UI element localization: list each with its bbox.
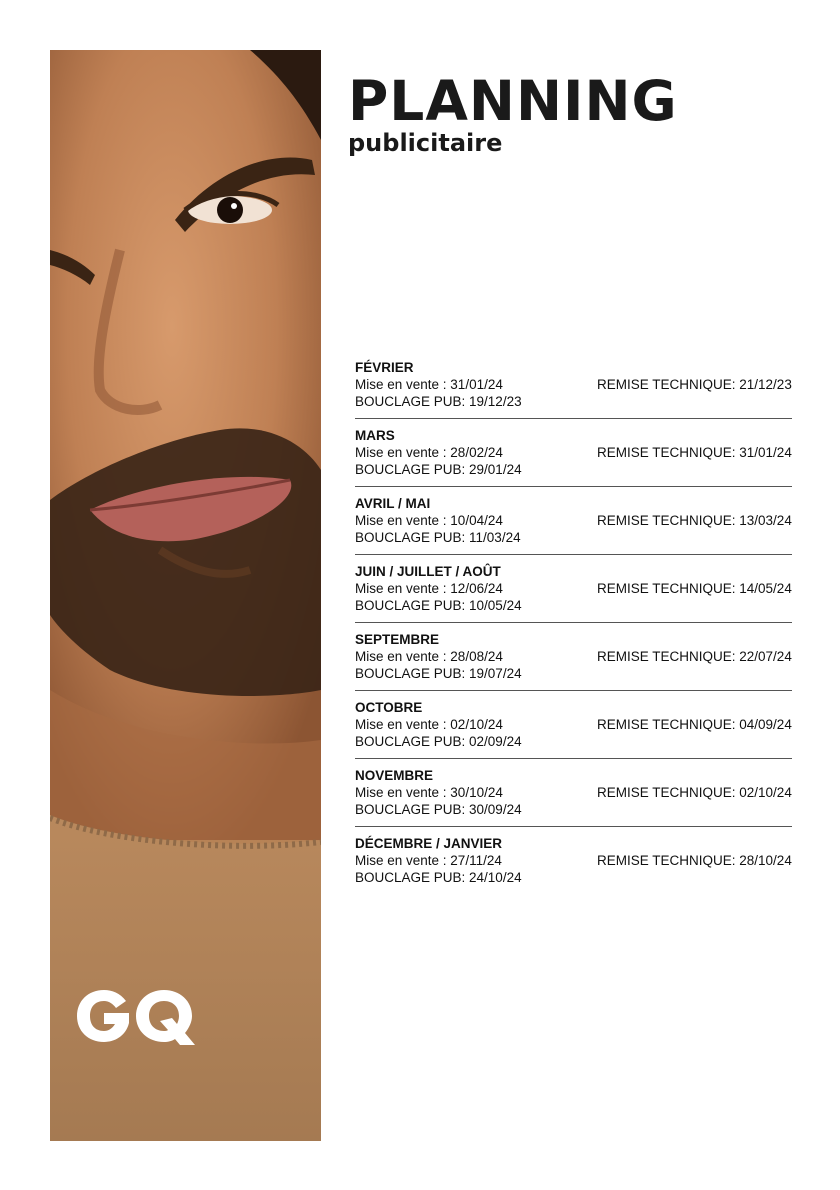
divider [355,758,792,759]
page-subtitle: publicitaire [348,129,503,157]
schedule-entry [355,495,803,563]
bouclage-pub: BOUCLAGE PUB: 19/07/24 [355,666,522,681]
bouclage-pub: BOUCLAGE PUB: 11/03/24 [355,530,521,545]
month-label: JUIN / JUILLET / AOÛT [355,564,501,579]
mise-en-vente: Mise en vente : 31/01/24 [355,377,503,392]
month-label: OCTOBRE [355,700,423,715]
bouclage-pub: BOUCLAGE PUB: 29/01/24 [355,462,522,477]
schedule-entry [355,427,803,495]
month-label: DÉCEMBRE / JANVIER [355,836,503,851]
bouclage-pub: BOUCLAGE PUB: 10/05/24 [355,598,522,613]
bouclage-pub: BOUCLAGE PUB: 02/09/24 [355,734,522,749]
bouclage-pub: BOUCLAGE PUB: 24/10/24 [355,870,522,885]
divider [355,486,792,487]
schedule-list [355,359,803,903]
schedule-entry [355,563,803,631]
mise-en-vente: Mise en vente : 28/02/24 [355,445,503,460]
month-label: FÉVRIER [355,360,414,375]
month-label: SEPTEMBRE [355,632,440,647]
portrait-illustration [50,50,321,1141]
schedule-entry [355,835,803,903]
page-title: PLANNING [348,69,678,133]
remise-technique: REMISE TECHNIQUE: 22/07/24 [597,649,792,664]
divider [355,826,792,827]
mise-en-vente: Mise en vente : 28/08/24 [355,649,503,664]
mise-en-vente: Mise en vente : 10/04/24 [355,513,503,528]
schedule-entry [355,631,803,699]
remise-technique: REMISE TECHNIQUE: 04/09/24 [597,717,792,732]
divider [355,418,792,419]
remise-technique: REMISE TECHNIQUE: 14/05/24 [597,581,792,596]
mise-en-vente: Mise en vente : 12/06/24 [355,581,503,596]
schedule-entry [355,699,803,767]
mise-en-vente: Mise en vente : 02/10/24 [355,717,503,732]
remise-technique: REMISE TECHNIQUE: 28/10/24 [597,853,792,868]
remise-technique: REMISE TECHNIQUE: 02/10/24 [597,785,792,800]
schedule-entry [355,359,803,427]
remise-technique: REMISE TECHNIQUE: 13/03/24 [597,513,792,528]
month-label: NOVEMBRE [355,768,434,783]
bouclage-pub: BOUCLAGE PUB: 30/09/24 [355,802,522,817]
schedule-entry [355,767,803,835]
mise-en-vente: Mise en vente : 27/11/24 [355,853,502,868]
cover-photo [50,50,321,1141]
bouclage-pub: BOUCLAGE PUB: 19/12/23 [355,394,522,409]
remise-technique: REMISE TECHNIQUE: 31/01/24 [597,445,792,460]
divider [355,690,792,691]
title-block [348,70,678,157]
divider [355,554,792,555]
month-label: AVRIL / MAI [355,496,431,511]
mise-en-vente: Mise en vente : 30/10/24 [355,785,503,800]
gq-logo [74,985,199,1047]
remise-technique: REMISE TECHNIQUE: 21/12/23 [597,377,792,392]
divider [355,622,792,623]
month-label: MARS [355,428,395,443]
